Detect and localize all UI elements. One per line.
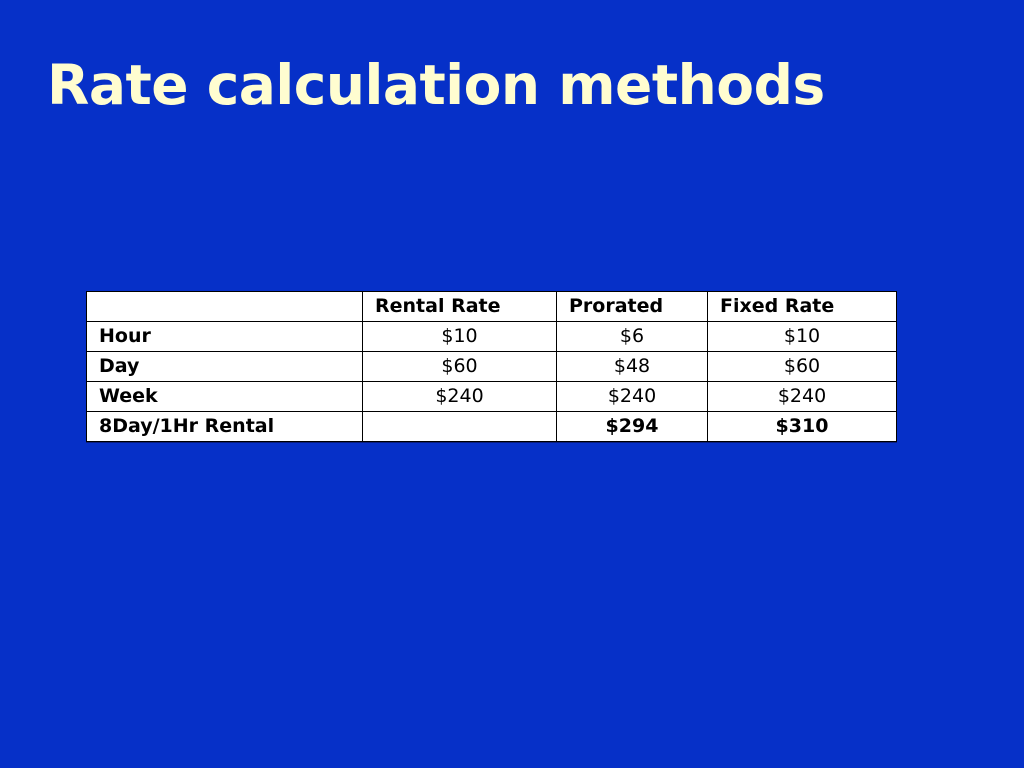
header-cell-fixed-rate: Fixed Rate [708,292,897,322]
prorated-cell: $240 [557,382,708,412]
fixed-rate-total-cell: $310 [708,412,897,442]
table-row [87,322,897,352]
prorated-cell: $6 [557,322,708,352]
header-cell-blank [87,292,363,322]
row-label: Hour [87,322,363,352]
header-cell-prorated: Prorated [557,292,708,322]
rental-rate-cell: $10 [363,322,557,352]
rental-rate-cell: $240 [363,382,557,412]
slide-title: Rate calculation methods [47,53,825,117]
rental-rate-cell: $60 [363,352,557,382]
table-row [87,382,897,412]
fixed-rate-cell: $240 [708,382,897,412]
header-cell-rental-rate: Rental Rate [363,292,557,322]
prorated-cell: $48 [557,352,708,382]
rate-comparison-table [86,291,897,442]
table-row-total [87,412,897,442]
table-header-row [87,292,897,322]
fixed-rate-cell: $10 [708,322,897,352]
row-label: Day [87,352,363,382]
row-label: 8Day/1Hr Rental [87,412,363,442]
prorated-total-cell: $294 [557,412,708,442]
table-row [87,352,897,382]
fixed-rate-cell: $60 [708,352,897,382]
row-label: Week [87,382,363,412]
rental-rate-cell [363,412,557,442]
